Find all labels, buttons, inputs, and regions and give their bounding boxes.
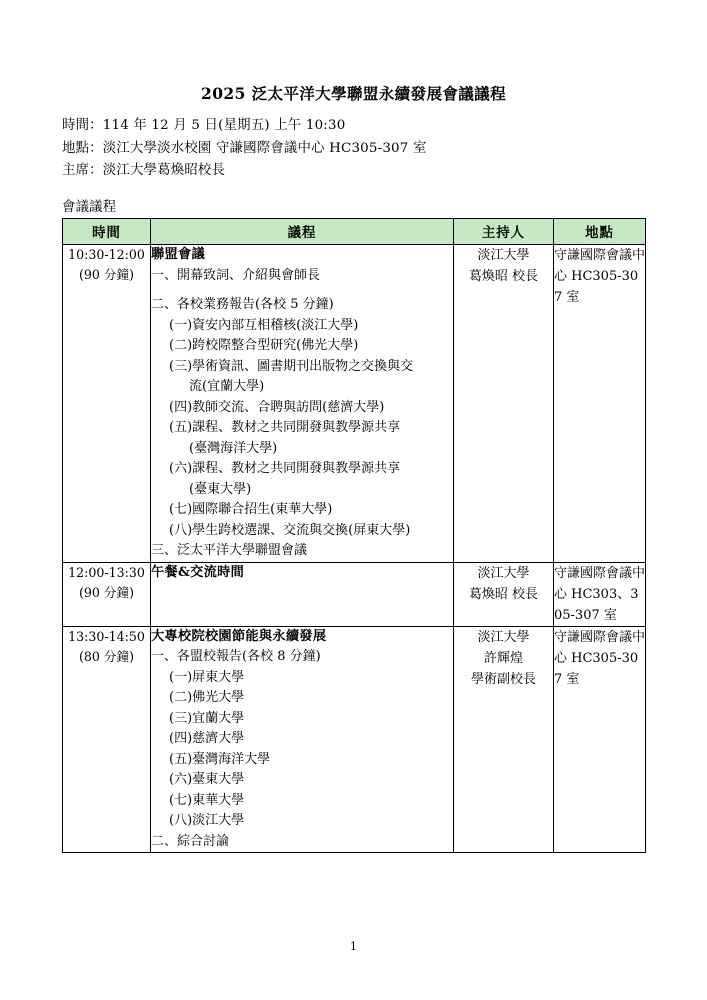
agenda-line: (臺東大學) <box>189 481 252 497</box>
agenda-line: (臺灣海洋大學) <box>189 440 278 456</box>
agenda-line: 流(宜蘭大學) <box>189 379 265 394</box>
agenda-heading: 大專校院校園節能與永續發展 <box>151 628 327 644</box>
table-row <box>63 562 646 626</box>
host-line: 葛煥昭 校長 <box>468 586 539 602</box>
table-row <box>63 626 646 853</box>
agenda-line: 一、開幕致詞、介紹與會師長 <box>151 267 321 283</box>
page-number: 1 <box>350 940 357 953</box>
agenda-line: (六)臺東大學 <box>169 772 245 787</box>
time-range: 10:30-12:00 <box>68 247 145 262</box>
cell-place: 守謙國際會議中心 HC305-307 室 <box>554 626 646 853</box>
column-header-place: 地點 <box>554 219 646 245</box>
cell-host <box>454 562 554 626</box>
meta-time-line: 時間：114 年 12 月 5 日(星期五) 上午 10:30 <box>62 118 346 133</box>
cell-agenda <box>151 562 454 626</box>
cell-agenda <box>151 245 454 563</box>
agenda-line: 三、泛太平洋大學聯盟會議 <box>151 543 308 558</box>
column-header-host: 主持人 <box>454 219 554 245</box>
time-duration: (90 分鐘) <box>78 267 135 282</box>
host-line: 葛煥昭 校長 <box>468 269 539 284</box>
agenda-line: (二)佛光大學 <box>169 690 245 705</box>
cell-time <box>63 245 151 563</box>
agenda-line: (三)宜蘭大學 <box>169 710 245 726</box>
agenda-line: (四)教師交流、合聘與訪問(慈濟大學) <box>169 399 385 415</box>
host-line: 淡江大學 <box>477 248 530 263</box>
agenda-table-body <box>63 245 646 853</box>
agenda-line: (七)東華大學 <box>169 792 245 808</box>
agenda-line: (五)課程、教材之共同開發與教學源共享 <box>169 420 401 435</box>
time-duration: (90 分鐘) <box>78 584 135 600</box>
host-line: 淡江大學 <box>477 565 530 581</box>
agenda-line: (三)學術資訊、圖書期刊出版物之交換與交 <box>169 358 414 374</box>
time-duration: (80 分鐘) <box>78 648 135 664</box>
column-header-agenda: 議程 <box>151 219 454 245</box>
section-label-agenda: 會議議程 <box>62 200 117 215</box>
agenda-line: (二)跨校際整合型研究(佛光大學) <box>169 338 359 353</box>
agenda-table-head <box>63 219 646 245</box>
agenda-line: (七)國際聯合招生(東華大學) <box>169 502 333 517</box>
cell-time <box>63 626 151 853</box>
agenda-line: (五)臺灣海洋大學 <box>169 751 271 767</box>
cell-agenda <box>151 626 454 853</box>
agenda-line: (四)慈濟大學 <box>169 731 245 746</box>
cell-place: 守謙國際會議中心 HC303、305-307 室 <box>554 562 646 626</box>
agenda-line: (一)屏東大學 <box>169 669 245 685</box>
agenda-line: (一)資安內部互相稽核(淡江大學) <box>169 317 359 333</box>
agenda-line: 一、各盟校報告(各校 8 分鐘) <box>151 649 321 664</box>
time-range: 13:30-14:50 <box>68 628 145 644</box>
page-title: 2025 泛太平洋大學聯盟永續發展會議議程 <box>201 84 506 103</box>
agenda-line: 二、綜合討論 <box>151 833 230 849</box>
agenda-heading: 聯盟會議 <box>151 247 205 262</box>
agenda-spacer <box>151 286 453 295</box>
agenda-line: (八)淡江大學 <box>169 813 245 828</box>
agenda-line: (六)課程、教材之共同開發與教學源共享 <box>169 461 401 476</box>
host-line: 許輝煌 <box>483 650 523 666</box>
host-line: 學術副校長 <box>470 671 536 687</box>
agenda-line: 二、各校業務報告(各校 5 分鐘) <box>151 297 334 312</box>
agenda-line: (八)學生跨校選課、交流與交換(屏東大學) <box>169 522 411 538</box>
agenda-heading: 午餐&交流時間 <box>151 564 245 580</box>
agenda-table <box>62 218 646 853</box>
cell-time <box>63 562 151 626</box>
time-range: 12:00-13:30 <box>68 564 145 580</box>
meta-chair-line: 主席：淡江大學葛煥昭校長 <box>62 163 226 178</box>
host-line: 淡江大學 <box>477 629 530 645</box>
meta-place-line: 地點：淡江大學淡水校園 守謙國際會議中心 HC305-307 室 <box>62 140 427 156</box>
table-row <box>63 245 646 563</box>
cell-place: 守謙國際會議中心 HC305-307 室 <box>554 245 646 563</box>
column-header-time: 時間 <box>63 219 151 245</box>
table-header-row <box>63 219 646 245</box>
cell-host <box>454 626 554 853</box>
document-meta <box>62 115 645 183</box>
cell-host <box>454 245 554 563</box>
